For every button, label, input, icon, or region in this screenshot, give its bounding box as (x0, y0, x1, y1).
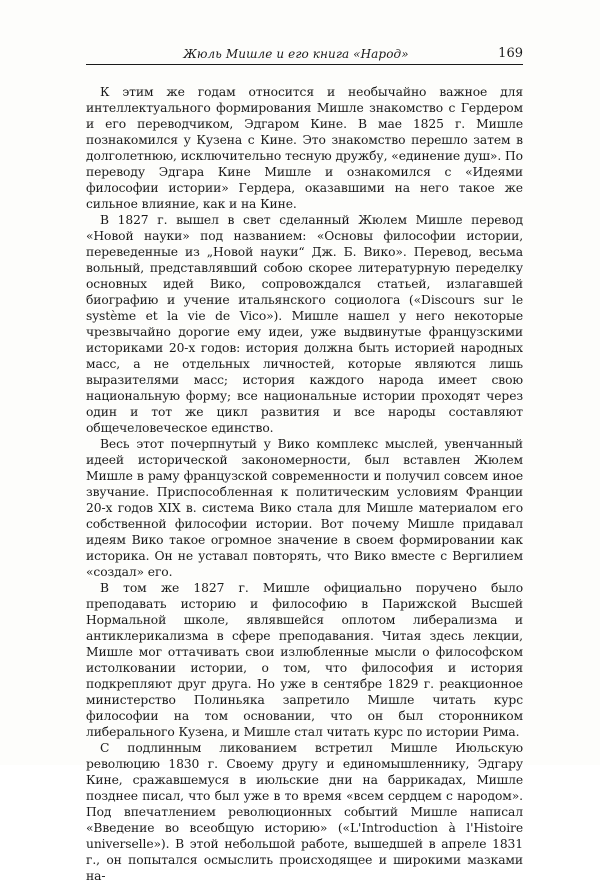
header-rule (86, 64, 523, 65)
paragraph: В том же 1827 г. Мишле официально поручено было преподавать историю и философию в Парижской Высшей Нормальной школе, являвшейся оплотом либерализма и антиклерикализма в сфере преподавания. Читая здесь лекции, Мишле мог оттачивать свои излюбленные мысли о философском истолковании истории, о том, что философия и история подкрепляют друг друга. Но уже в сентябре 1829 г. реакционное министерство Полиньяка запретило Мишле читать курс философии на том основании, что он был сторонником либерального Кузена, и Мишле стал читать курс по истории Рима. (86, 581, 523, 739)
paragraph: С подлинным ликованием встретил Мишле Июльскую революцию 1830 г. Своему другу и единомышленнику, Эдгару Кине, сражавшемуся в июльские дни на баррикадах, Мишле позднее писал, что был уже в то время «всем сердцем с народом». Под впечатлением революционных событий Мишле написал «Введение во всеобщую историю» («L'Introduction à l'Histoire universelle»). В этой небольшой работе, вышедшей в апреле 1831 г., он попытался осмыслить происходящее и широкими мазками на- (86, 741, 523, 883)
page-header (86, 44, 523, 66)
paragraph: Весь этот почерпнутый у Вико комплекс мыслей, увенчанный идеей исторической закономерности, был вставлен Жюлем Мишле в раму французской современности и получил совсем иное звучание. Приспособленная к политическим условиям Франции 20-х годов XIX в. система Вико стала для Мишле материалом его собственной философии истории. Вот почему Мишле придавал идеям Вико такое огромное значение в своем формировании как историка. Он не уставал повторять, что Вико вместе с Вергилием «создал» его. (86, 437, 523, 579)
paragraph: В 1827 г. вышел в свет сделанный Жюлем Мишле перевод «Новой науки» под названием: «Основы философии истории, переведенные из „Новой науки“ Дж. Б. Вико». Перевод, весьма вольный, представлявший собою скорее литературную переделку основных идей Вико, сопровождался статьей, излагавшей биографию и учение итальянского социолога («Discours sur le système et la vie de Vico»). Мишле нашел у него некоторые чрезвычайно дорогие ему идеи, уже выдвинутые французскими историками 20-х годов: история должна быть историей народных масс, а не отдельных личностей, которые являются лишь выразителями масс; история каждого народа имеет свою национальную форму; все национальные истории проходят через один и тот же цикл развития и все народы составляют общечеловеческое единство. (86, 213, 523, 435)
paragraph: К этим же годам относится и необычайно важное для интеллектуального формирования Мишле знакомство с Гердером и его переводчиком, Эдгаром Кине. В мае 1825 г. Мишле познакомился у Кузена с Кине. Это знакомство перешло затем в долголетнюю, исключительно тесную дружбу, «единение душ». По переводу Эдгара Кине Мишле и ознакомился с «Идеями философии истории» Гердера, оказавшими на него такое же сильное влияние, как и на Кине. (86, 85, 523, 211)
running-title: Жюль Мишле и его книга «Народ» (183, 47, 409, 61)
body-text (86, 84, 523, 884)
page-number: 169 (498, 46, 523, 61)
